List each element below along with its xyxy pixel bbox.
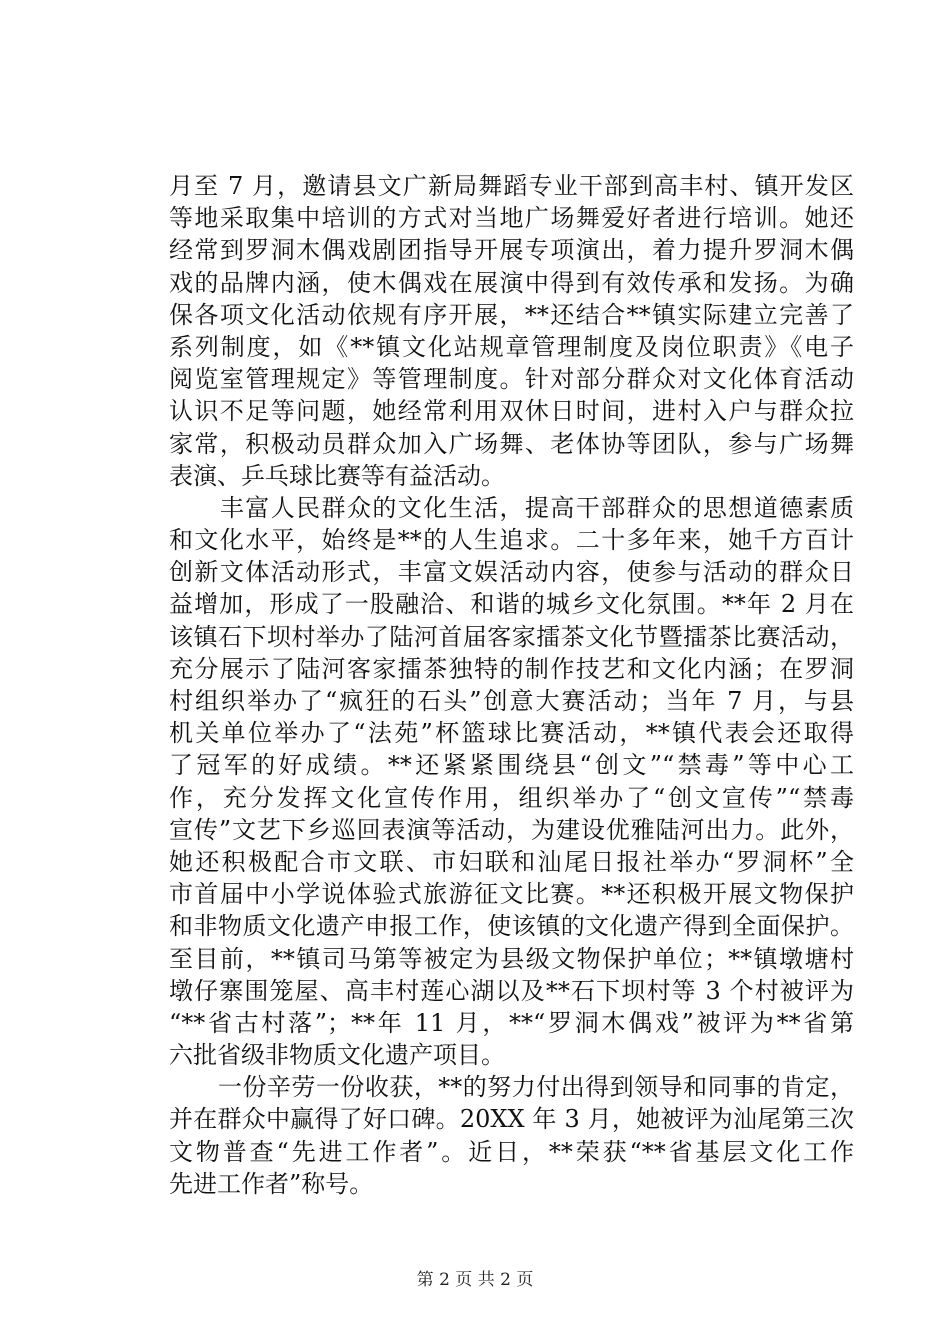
text-line: 一份辛劳一份收获，**的努力付出得到领导和同事的肯定， [169, 1073, 854, 1102]
text-line: 戏的品牌内涵，使木偶戏在展演中得到有效传承和发扬。为确 [169, 268, 854, 297]
text-line: 家常，积极动员群众加入广场舞、老体协等团队，参与广场舞 [169, 429, 854, 458]
text-line: 至目前，**镇司马第等被定为县级文物保护单位；**镇墩塘村 [169, 944, 854, 973]
text-line: 文物普查“先进工作者”。近日，**荣获“**省基层文化工作 [169, 1137, 854, 1166]
text-line: 充分展示了陆河客家擂茶独特的制作技艺和文化内涵；在罗洞 [169, 654, 854, 683]
text-line: 系列制度，如《**镇文化站规章管理制度及岗位职责》《电子 [169, 332, 854, 361]
text-line: 宣传”文艺下乡巡回表演等活动，为建设优雅陆河出力。此外， [169, 815, 854, 844]
text-line: 表演、乒乓球比赛等有益活动。 [169, 461, 505, 490]
text-line: 她还积极配合市文联、市妇联和汕尾日报社举办“罗洞杯”全 [169, 847, 854, 876]
text-line: “**省古村落”；**年 11 月，**“罗洞木偶戏”被评为**省第 [169, 1008, 854, 1037]
text-line: 先进工作者”称号。 [169, 1169, 374, 1198]
paragraph [169, 492, 854, 1071]
text-line: 阅览室管理规定》等管理制度。针对部分群众对文化体育活动 [169, 365, 854, 394]
text-line: 该镇石下坝村举办了陆河首届客家擂茶文化节暨擂茶比赛活动， [169, 622, 854, 651]
text-line: 和非物质文化遗产申报工作，使该镇的文化遗产得到全面保护。 [169, 912, 854, 941]
text-line: 经常到罗洞木偶戏剧团指导开展专项演出，着力提升罗洞木偶 [169, 236, 854, 265]
text-line: 月至 7 月，邀请县文广新局舞蹈专业干部到高丰村、镇开发区 [169, 172, 854, 200]
text-line: 保各项文化活动依规有序开展，**还结合**镇实际建立完善了 [169, 300, 854, 329]
text-line: 村组织举办了“疯狂的石头”创意大赛活动；当年 7 月，与县 [169, 687, 854, 715]
text-line: 作，充分发挥文化宣传作用，组织举办了“创文宣传”“禁毒 [169, 783, 854, 812]
text-line: 了冠军的好成绩。**还紧紧围绕县“创文”“禁毒”等中心工 [169, 751, 854, 780]
text-line: 创新文体活动形式，丰富文娱活动内容，使参与活动的群众日 [169, 558, 854, 587]
page-footer: 第 2 页 共 2 页 [416, 1270, 534, 1290]
paragraph [169, 1071, 854, 1200]
text-line: 等地采取集中培训的方式对当地广场舞爱好者进行培训。她还 [169, 204, 854, 233]
text-line: 认识不足等问题，她经常利用双休日时间，进村入户与群众拉 [169, 397, 854, 426]
text-line: 墩仔寨围笼屋、高丰村莲心湖以及**石下坝村等 3 个村被评为 [169, 976, 854, 1005]
text-line: 丰富人民群众的文化生活，提高干部群众的思想道德素质 [169, 493, 854, 522]
text-line: 益增加，形成了一股融洽、和谐的城乡文化氛围。**年 2 月在 [169, 590, 854, 619]
text-line: 和文化水平，始终是**的人生追求。二十多年来，她千方百计 [169, 526, 854, 555]
document-body [169, 170, 854, 1200]
text-line: 市首届中小学说体验式旅游征文比赛。**还积极开展文物保护 [169, 880, 854, 909]
text-line: 并在群众中赢得了好口碑。20XX 年 3 月，她被评为汕尾第三次 [169, 1105, 854, 1134]
paragraph [169, 170, 854, 492]
text-line: 机关单位举办了“法苑”杯篮球比赛活动，**镇代表会还取得 [169, 719, 854, 748]
text-line: 六批省级非物质文化遗产项目。 [169, 1041, 505, 1070]
